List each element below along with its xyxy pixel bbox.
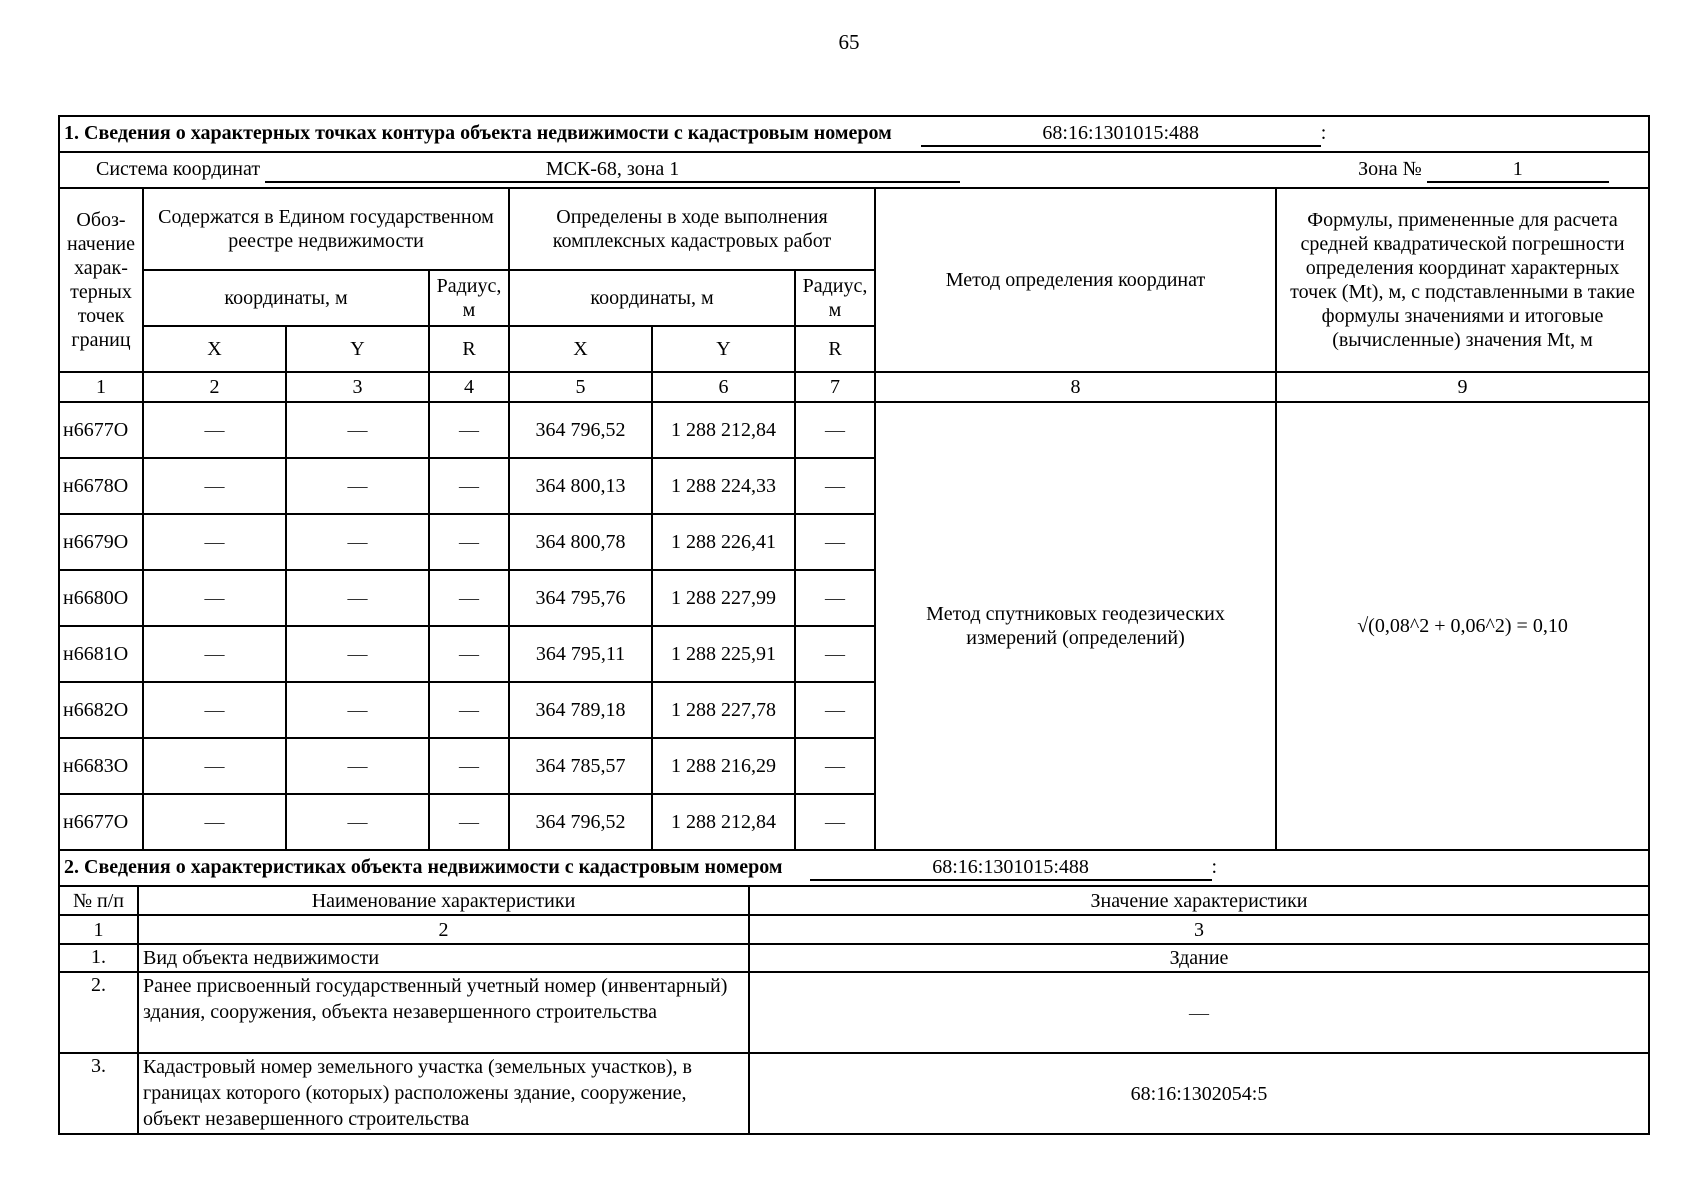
- r-value: —: [795, 402, 875, 458]
- section2-column-number-row: [59, 915, 1649, 944]
- points-table: [58, 115, 1650, 851]
- x-value: 364 795,11: [509, 626, 652, 682]
- method-header: Метод определения координат: [875, 188, 1276, 372]
- y-egrn: —: [286, 458, 429, 514]
- column-number: 1: [59, 372, 143, 402]
- section2-cadastral-number: 68:16:1301015:488: [810, 855, 1212, 881]
- r-value: —: [795, 794, 875, 850]
- coord-system-label: Система координат: [96, 158, 261, 180]
- num-header: № п/п: [59, 886, 138, 915]
- x-value: 364 796,52: [509, 402, 652, 458]
- x-header-determined: X: [509, 326, 652, 372]
- y-egrn: —: [286, 682, 429, 738]
- y-value: 1 288 216,29: [652, 738, 795, 794]
- y-value: 1 288 212,84: [652, 402, 795, 458]
- in-registry-header: Содержатся в Едином государственном реестре недвижимости: [143, 188, 509, 270]
- point-id: н6681О: [59, 626, 143, 682]
- y-value: 1 288 212,84: [652, 794, 795, 850]
- x-value: 364 785,57: [509, 738, 652, 794]
- column-number: 6: [652, 372, 795, 402]
- r-egrn: —: [429, 794, 509, 850]
- coords-header-determined: координаты, м: [509, 270, 795, 326]
- coords-header-egrn: координаты, м: [143, 270, 429, 326]
- r-value: —: [795, 570, 875, 626]
- radius-header-determined: Радиус, м: [795, 270, 875, 326]
- x-egrn: —: [143, 570, 286, 626]
- determined-header: Определены в ходе выполнения комплексных кадастровых работ: [509, 188, 875, 270]
- section2-title-row: [59, 850, 1649, 886]
- r-header-egrn: R: [429, 326, 509, 372]
- y-egrn: —: [286, 738, 429, 794]
- x-egrn: —: [143, 458, 286, 514]
- characteristic-value: 68:16:1302054:5: [749, 1053, 1649, 1134]
- section1-cadastral-number: 68:16:1301015:488: [921, 121, 1321, 147]
- column-number: 3: [286, 372, 429, 402]
- r-value: —: [795, 458, 875, 514]
- radius-header-egrn: Радиус, м: [429, 270, 509, 326]
- r-egrn: —: [429, 738, 509, 794]
- point-id: н6678О: [59, 458, 143, 514]
- y-egrn: —: [286, 514, 429, 570]
- value-header: Значение характеристики: [749, 886, 1649, 915]
- column-number-row: [59, 372, 1649, 402]
- header-row-1: [59, 188, 1649, 270]
- characteristic-num: 3.: [59, 1053, 138, 1134]
- name-header: Наименование характеристики: [138, 886, 749, 915]
- x-value: 364 796,52: [509, 794, 652, 850]
- point-row: [59, 402, 1649, 458]
- characteristic-name: Кадастровый номер земельного участка (земельных участков), в границах которого (которых) расположены здание, сооружение, объект незавершенного строительства: [138, 1053, 749, 1134]
- point-id: н6679О: [59, 514, 143, 570]
- characteristic-num: 1.: [59, 944, 138, 972]
- characteristic-row: [59, 1053, 1649, 1134]
- section1-title: 1. Сведения о характерных точках контура объекта недвижимости с кадастровым номером: [64, 122, 892, 144]
- r-egrn: —: [429, 458, 509, 514]
- x-value: 364 800,78: [509, 514, 652, 570]
- column-number: 2: [143, 372, 286, 402]
- characteristic-name: Ранее присвоенный государственный учетный номер (инвентарный) здания, сооружения, объекта незавершенного строительства: [138, 972, 749, 1053]
- y-header-determined: Y: [652, 326, 795, 372]
- x-egrn: —: [143, 626, 286, 682]
- characteristic-num: 2.: [59, 972, 138, 1053]
- section1-colon: :: [1320, 122, 1327, 144]
- y-header-egrn: Y: [286, 326, 429, 372]
- column-number: 4: [429, 372, 509, 402]
- designation-header: Обоз-начение харак-терных точек границ: [59, 188, 143, 372]
- characteristic-row: [59, 972, 1649, 1053]
- x-value: 364 795,76: [509, 570, 652, 626]
- y-value: 1 288 226,41: [652, 514, 795, 570]
- page-number: 65: [838, 30, 860, 54]
- y-egrn: —: [286, 794, 429, 850]
- r-value: —: [795, 626, 875, 682]
- r-value: —: [795, 682, 875, 738]
- r-egrn: —: [429, 570, 509, 626]
- characteristic-name: Вид объекта недвижимости: [138, 944, 749, 972]
- column-number: 8: [875, 372, 1276, 402]
- x-egrn: —: [143, 738, 286, 794]
- section2-colon: :: [1211, 856, 1218, 878]
- y-egrn: —: [286, 626, 429, 682]
- y-value: 1 288 227,99: [652, 570, 795, 626]
- x-egrn: —: [143, 682, 286, 738]
- coord-system-value: МСК-68, зона 1: [265, 157, 960, 183]
- r-value: —: [795, 514, 875, 570]
- column-number: 7: [795, 372, 875, 402]
- r-egrn: —: [429, 626, 509, 682]
- point-id: н6680О: [59, 570, 143, 626]
- point-id: н6683О: [59, 738, 143, 794]
- formula-value: √(0,08^2 + 0,06^2) = 0,10: [1276, 402, 1649, 850]
- zone-label: Зона №: [1358, 158, 1422, 180]
- zone-value: 1: [1427, 157, 1609, 183]
- column-number: 3: [749, 915, 1649, 944]
- point-id: н6682О: [59, 682, 143, 738]
- r-value: —: [795, 738, 875, 794]
- characteristic-value: —: [749, 972, 1649, 1053]
- section2-header-row: [59, 886, 1649, 915]
- method-value: Метод спутниковых геодезических измерений (определений): [875, 402, 1276, 850]
- x-egrn: —: [143, 514, 286, 570]
- section1-title-row: [59, 116, 1649, 152]
- y-egrn: —: [286, 402, 429, 458]
- cadastral-sheet: [58, 115, 1648, 1135]
- section2-title: 2. Сведения о характеристиках объекта недвижимости с кадастровым номером: [64, 856, 783, 878]
- x-header-egrn: X: [143, 326, 286, 372]
- characteristic-value: Здание: [749, 944, 1649, 972]
- point-id: н6677О: [59, 402, 143, 458]
- r-egrn: —: [429, 514, 509, 570]
- formulas-header: Формулы, примененные для расчета средней квадратической погрешности определения координат характерных точек (Mt), м, с подставленными в такие формулы значениями и итоговые (вычисленные) значения Mt, м: [1276, 188, 1649, 372]
- y-egrn: —: [286, 570, 429, 626]
- column-number: 2: [138, 915, 749, 944]
- point-id: н6677О: [59, 794, 143, 850]
- column-number: 5: [509, 372, 652, 402]
- r-egrn: —: [429, 402, 509, 458]
- y-value: 1 288 227,78: [652, 682, 795, 738]
- characteristic-row: [59, 944, 1649, 972]
- r-header-determined: R: [795, 326, 875, 372]
- characteristics-table: [58, 849, 1650, 1135]
- column-number: 1: [59, 915, 138, 944]
- coord-system-row: [59, 152, 1649, 188]
- y-value: 1 288 224,33: [652, 458, 795, 514]
- r-egrn: —: [429, 682, 509, 738]
- x-egrn: —: [143, 402, 286, 458]
- y-value: 1 288 225,91: [652, 626, 795, 682]
- column-number: 9: [1276, 372, 1649, 402]
- x-value: 364 789,18: [509, 682, 652, 738]
- x-value: 364 800,13: [509, 458, 652, 514]
- x-egrn: —: [143, 794, 286, 850]
